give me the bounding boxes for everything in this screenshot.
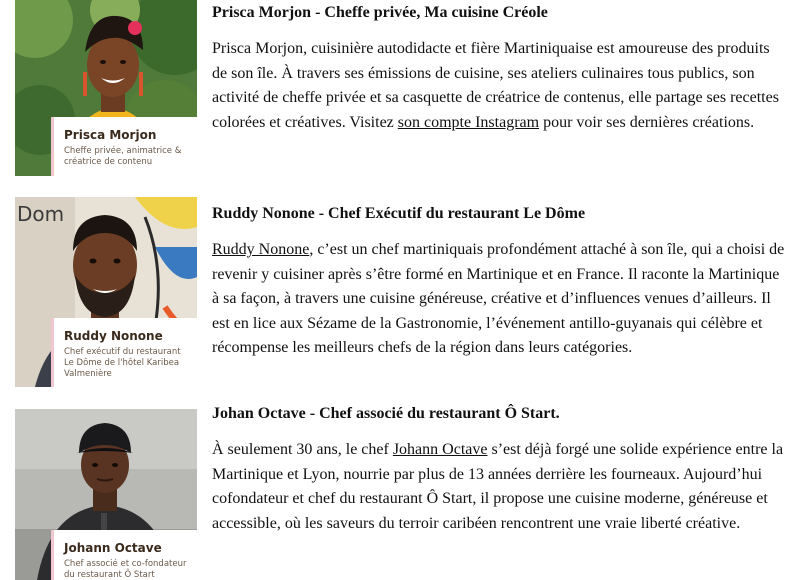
profile-heading: Prisca Morjon - Cheffe privée, Ma cuisine Créole (212, 4, 548, 21)
caption-role-line: Chef exécutif du restaurant (64, 347, 181, 357)
chef-profile-johann (0, 405, 800, 580)
caption-role-line: Le Dôme de l'hôtel Karibea (64, 358, 180, 368)
caption-role-line: Cheffe privée, animatrice & (64, 146, 182, 156)
profile-bio (212, 37, 787, 135)
caption-role-line: Valmenière (64, 369, 112, 379)
caption-name: Prisca Morjon (64, 128, 157, 142)
portrait-caption (51, 318, 197, 387)
chef-profile-prisca (0, 0, 800, 180)
bio-text: pour voir ses dernières créations. (539, 113, 755, 131)
caption-role-line: du restaurant Ô Start (64, 570, 155, 580)
profile-text (212, 204, 787, 361)
caption-role-line: créatrice de contenu (64, 157, 153, 167)
profile-heading: Ruddy Nonone - Chef Exécutif du restaurant Le Dôme (212, 205, 586, 222)
caption-role (64, 347, 191, 380)
instagram-link[interactable]: son compte Instagram (397, 113, 540, 131)
caption-role-line: Chef associé et co-fondateur (64, 559, 187, 569)
caption-role (64, 146, 191, 168)
portrait-caption (51, 530, 197, 580)
profile-heading: Johan Octave - Chef associé du restaurant Ô Start. (212, 405, 560, 422)
caption-name: Johann Octave (64, 541, 162, 555)
profile-text (212, 404, 787, 536)
svg-text:Dom: Dom (17, 202, 65, 226)
caption-accent-bar (51, 530, 54, 580)
caption-name: Ruddy Nonone (64, 329, 163, 343)
caption-accent-bar (51, 117, 54, 176)
portrait-card (15, 0, 197, 176)
profile-text (212, 3, 787, 135)
caption-role (64, 559, 191, 580)
johann-octave-link[interactable]: Johann Octave (392, 441, 488, 458)
portrait-card (15, 197, 197, 387)
bio-text: , c’est un chef martiniquais profondément attaché à son île, qui a choisi de revenir y cuisiner après s’être formé en Martinique et en France. Il raconte la Martinique à sa façon, à travers une cuisine généreuse, créative et d’influences venues d’ailleurs. Il est en lice aux Sézame de la Gastronomie, l’événement antillo-guyanais qui célèbre et récompense les meilleurs chefs de la région dans leurs catégories. (212, 241, 785, 356)
portrait-card (15, 409, 197, 580)
profile-bio (212, 238, 787, 361)
bio-text: s’est déjà forgé une solide expérience entre la Martinique et Lyon, nourrie par plus de 13 années derrière les fourneaux. Aujourd’hui cofondateur et chef du restaurant Ô Start, il propose une cuisine moderne, généreuse et accessible, où les saveurs du terroir caribéen rencontrent une vraie liberté créative. (212, 441, 784, 532)
caption-accent-bar (51, 318, 54, 387)
portrait-caption (51, 117, 197, 176)
chef-profile-ruddy (0, 197, 800, 392)
ruddy-nonone-link[interactable]: Ruddy Nonone (212, 241, 310, 258)
bio-text: Prisca Morjon, cuisinière autodidacte et fière Martiniquaise est amoureuse des produits de son île. À travers ses émissions de cuisine, ses ateliers culinaires tous publics, son activité de cheffe privée et sa casquette de créatrice de contenus, elle partage ses recettes colorées et créatives. Visitez (212, 40, 779, 131)
bio-text: À seulement 30 ans, le chef (212, 441, 393, 458)
profile-bio (212, 438, 787, 536)
